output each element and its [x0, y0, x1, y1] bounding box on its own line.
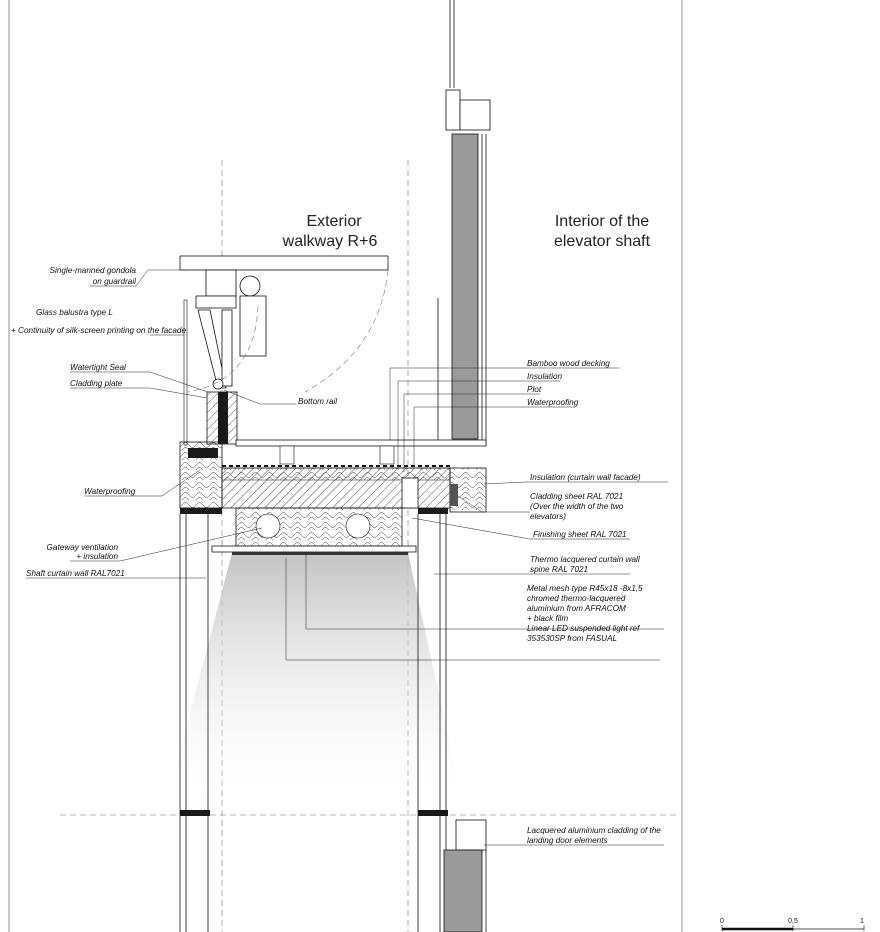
scale-label-1: 1: [860, 918, 864, 925]
label-cladding-sheet: Cladding sheet RAL 7021: [530, 492, 624, 501]
label-gateway: Gateway ventilation: [46, 543, 118, 552]
slab: [180, 442, 486, 514]
label-cladding-plate: Cladding plate: [70, 379, 123, 388]
label-glass-balustra: Glass balustra type L: [36, 308, 113, 317]
label-plot: Plot: [527, 385, 542, 394]
label-mesh-3: aluminium from AFRACOM: [527, 604, 626, 613]
label-led-2: 353530SP from FASUAL: [527, 634, 618, 643]
exterior-heading: Exterior: [306, 213, 362, 230]
label-cladding-sheet-2: (Over the width of the two: [530, 502, 624, 511]
landing-door-panel: [444, 820, 486, 932]
exterior-heading-2: walkway R+6: [282, 233, 378, 250]
label-waterproofing-left: Waterproofing: [84, 487, 136, 496]
label-insulation: Insulation: [527, 372, 563, 381]
label-thermo: Thermo lacquered curtain wall: [530, 555, 640, 564]
decking: [222, 440, 486, 466]
label-waterproofing-right: Waterproofing: [527, 398, 579, 407]
interior-heading-2: elevator shaft: [553, 233, 651, 250]
label-mesh-4: + black film: [527, 614, 569, 623]
label-mesh: Metal mesh type R45x18 -8x1,5: [527, 584, 643, 593]
gondola-assembly: [180, 256, 388, 392]
drawing-frame: [9, 0, 682, 932]
label-gateway-2: + insulation: [76, 552, 118, 561]
scale-label-half: 0,5: [788, 918, 798, 925]
label-insulation-cw: Insulation (curtain wall facade): [530, 473, 641, 482]
label-gondola: Single-manned gondola: [49, 266, 136, 275]
gateway-ventilation: [212, 508, 416, 555]
label-gondola-2: on guardrail: [92, 277, 136, 286]
label-bottom-rail: Bottom rail: [298, 397, 338, 406]
label-led: Linear LED suspended light ref: [527, 624, 640, 633]
label-mesh-2: chromed thermo-lacquered: [527, 594, 626, 603]
label-thermo-2: spine RAL 7021: [530, 565, 589, 574]
label-shaft-wall: Shaft curtain wall RAL7021: [26, 569, 125, 578]
label-watertight: Watertight Seal: [70, 363, 126, 372]
interior-heading: Interior of the: [554, 213, 650, 230]
label-bamboo: Bamboo wood decking: [527, 359, 610, 368]
label-silkscreen: + Continuity of silk-screen printing on the facade: [11, 326, 186, 335]
label-landing-2: landing door elements: [527, 836, 608, 845]
label-cladding-sheet-3: elevators): [530, 512, 566, 521]
scale-label-0: 0: [720, 918, 724, 925]
light-beam: [170, 553, 460, 790]
label-landing: Lacquered aluminium cladding of the: [527, 826, 661, 835]
scale-bar: [720, 918, 864, 931]
shaft-upper-panel: [446, 0, 490, 445]
label-finishing-sheet: Finishing sheet RAL 7021: [533, 530, 627, 539]
